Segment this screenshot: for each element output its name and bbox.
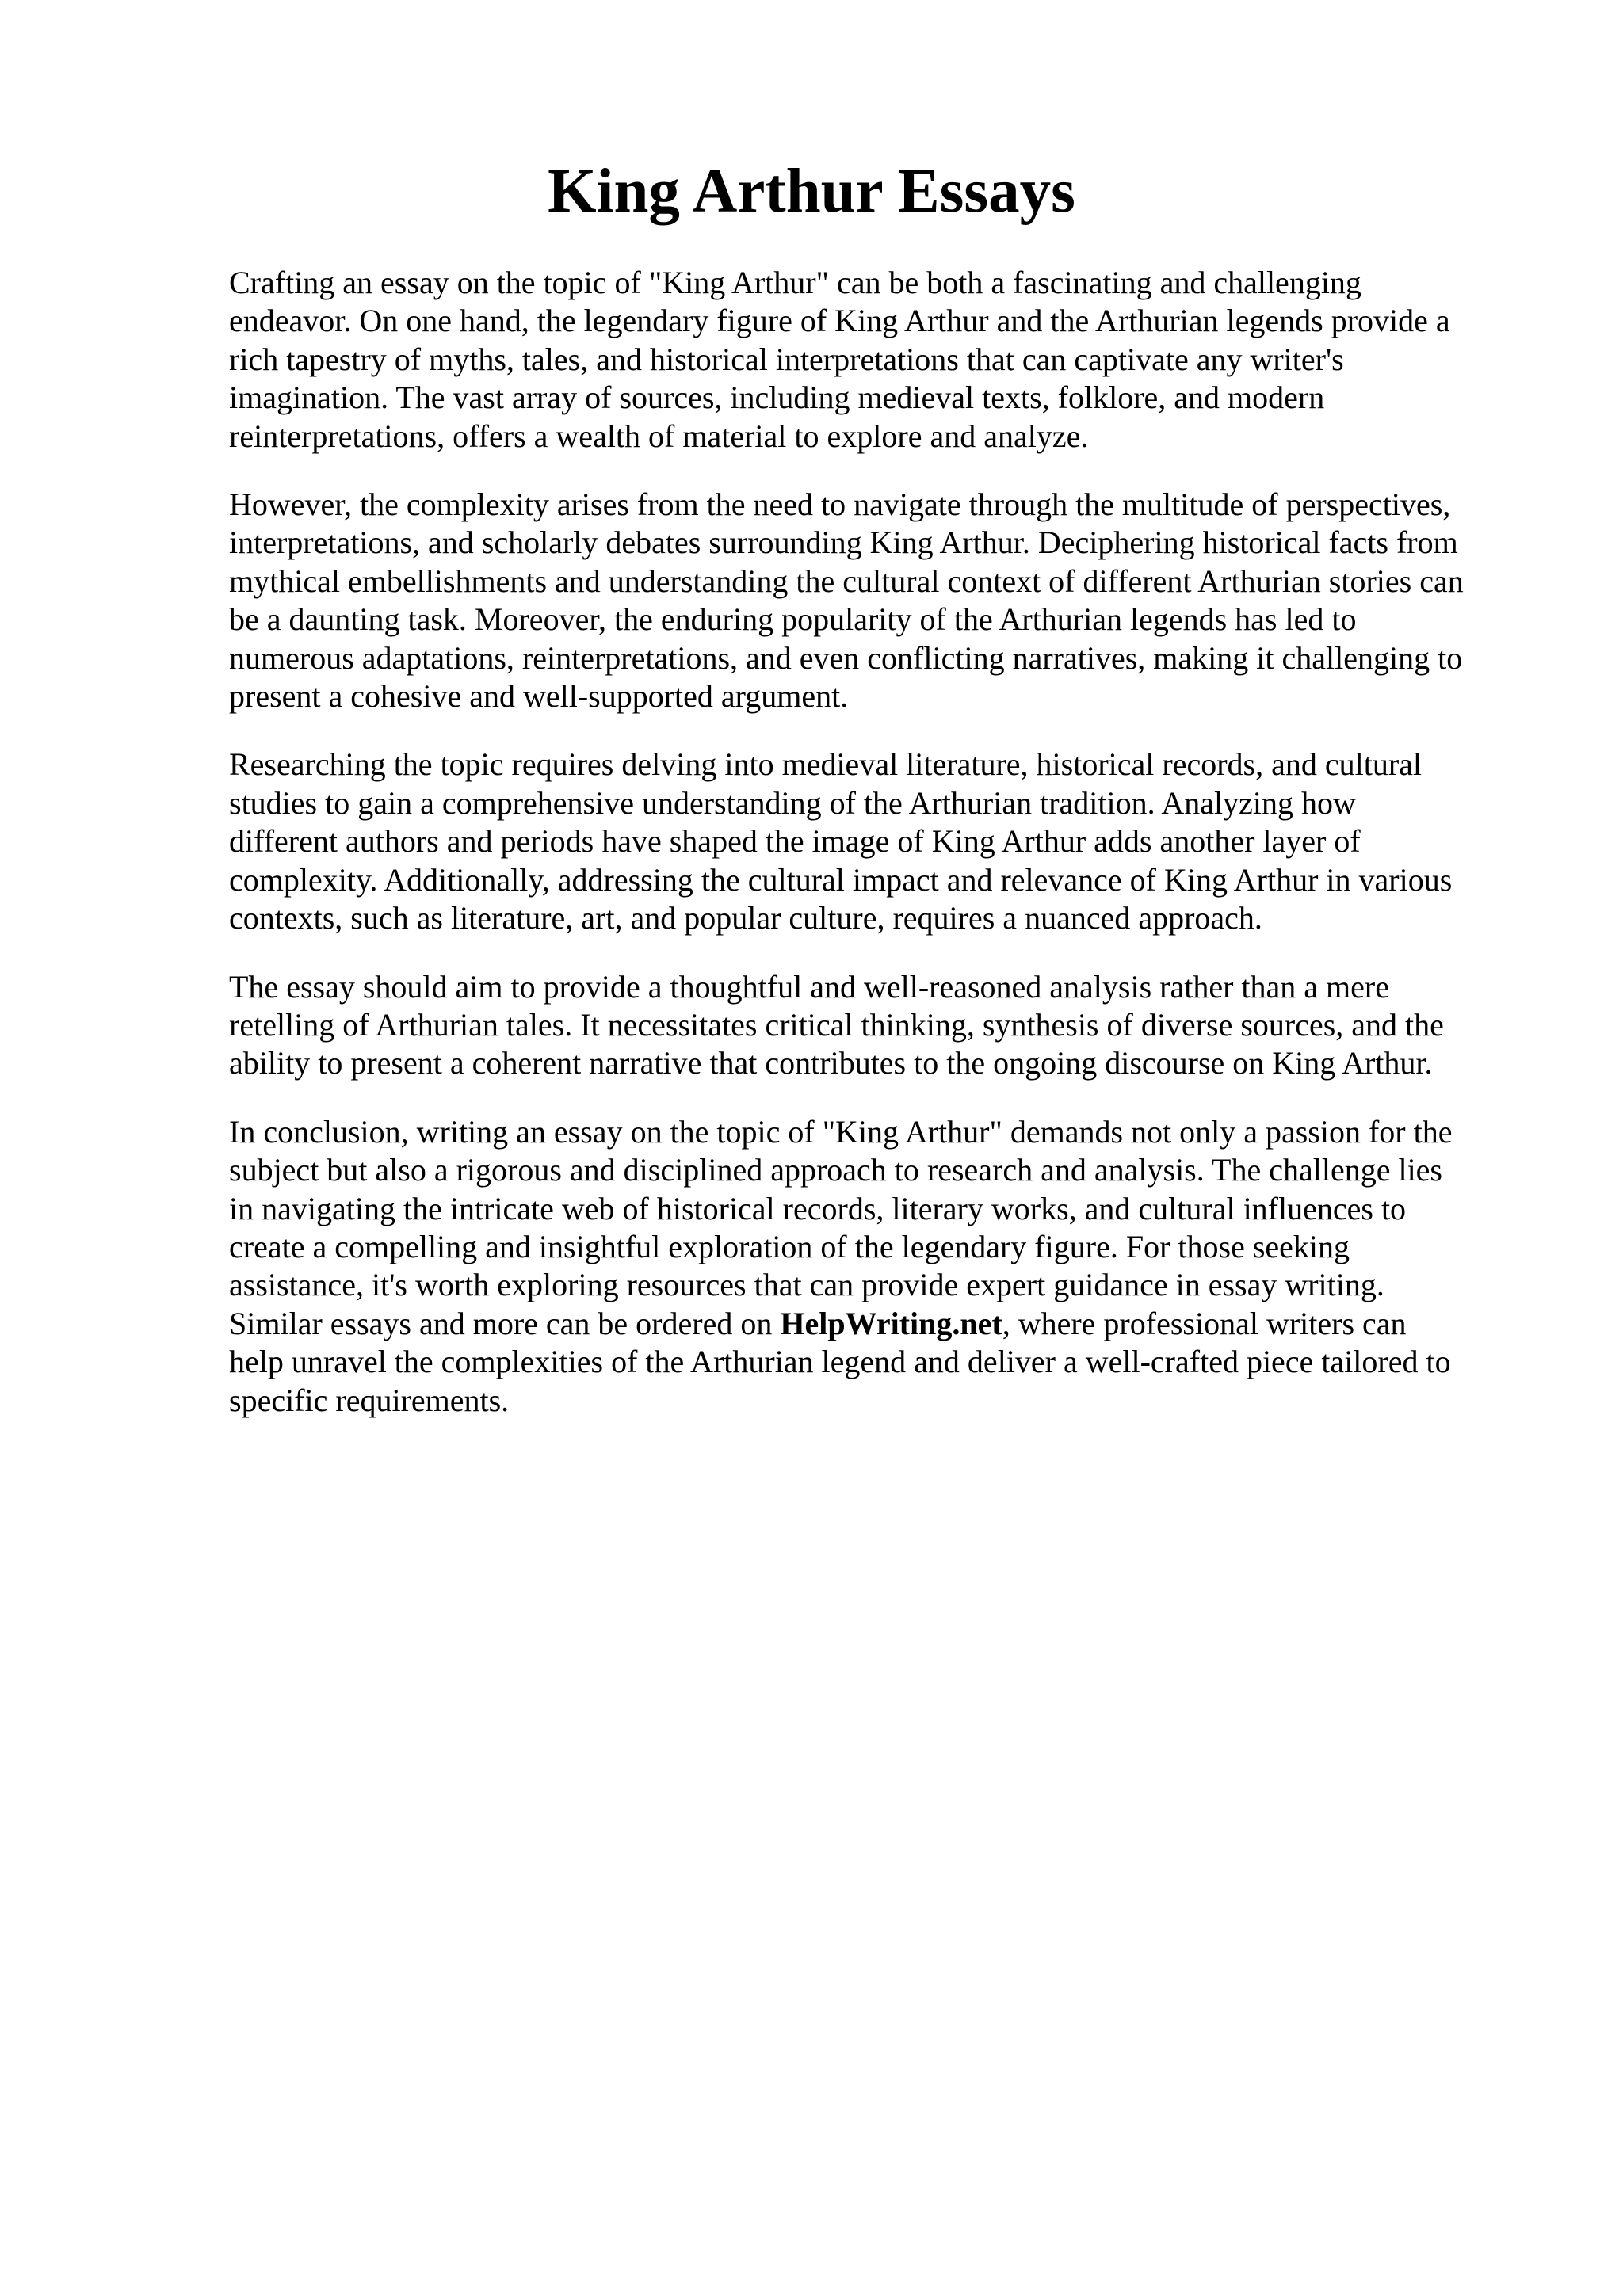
text-line: imagination. The vast array of sources, including medieval texts, folklore, and modern	[229, 379, 1325, 416]
paragraph-aim	[229, 968, 1560, 1083]
text-line: In conclusion, writing an essay on the topic of "King Arthur" demands not only a passion for the	[229, 1113, 1453, 1150]
text-line: numerous adaptations, reinterpretations, and even conflicting narratives, making it challenging to	[229, 639, 1463, 676]
text-line: studies to gain a comprehensive understanding of the Arthurian tradition. Analyzing how	[229, 784, 1356, 821]
text-line: reinterpretations, offers a wealth of material to explore and analyze.	[229, 418, 1089, 454]
link-line-prefix: Similar essays and more can be ordered on	[229, 1305, 773, 1341]
link-line-suffix: , where professional writers can	[1002, 1305, 1407, 1341]
text-line: Researching the topic requires delving into medieval literature, historical records, and cultural	[229, 746, 1423, 783]
text-line: However, the complexity arises from the need to navigate through the multitude of perspectives,	[229, 486, 1451, 523]
text-line: ability to present a coherent narrative that contributes to the ongoing discourse on King Arthur.	[229, 1045, 1433, 1081]
text-line: rich tapestry of myths, tales, and historical interpretations that can captivate any writer's	[229, 341, 1344, 377]
paragraph-intro	[229, 264, 1560, 456]
text-line: specific requirements.	[229, 1382, 510, 1418]
text-line: complexity. Additionally, addressing the cultural impact and relevance of King Arthur in various	[229, 861, 1453, 898]
text-line: interpretations, and scholarly debates surrounding King Arthur. Deciphering historical facts from	[229, 524, 1458, 561]
text-line: present a cohesive and well-supported argument.	[229, 678, 849, 715]
document-title: King Arthur Essays	[548, 157, 1075, 226]
text-line: contexts, such as literature, art, and popular culture, requires a nuanced approach.	[229, 900, 1262, 936]
text-line: different authors and periods have shaped the image of King Arthur adds another layer of	[229, 823, 1361, 860]
text-line: in navigating the intricate web of historical records, literary works, and cultural influences to	[229, 1190, 1407, 1226]
paragraph-conclusion	[229, 1113, 1560, 1420]
link-line	[229, 1305, 1560, 1343]
text-line: Crafting an essay on the topic of "King Arthur" can be both a fascinating and challenging	[229, 265, 1361, 300]
text-line: assistance, it's worth exploring resources that can provide expert guidance in essay writing.	[229, 1267, 1384, 1303]
text-line: retelling of Arthurian tales. It necessitates critical thinking, synthesis of diverse sources, and the	[229, 1006, 1444, 1043]
text-line: subject but also a rigorous and disciplined approach to research and analysis. The challenge lies	[229, 1152, 1442, 1188]
paragraph-research	[229, 746, 1560, 937]
helpwriting-link[interactable]: HelpWriting.net	[780, 1305, 1002, 1341]
paragraph-complexity	[229, 486, 1560, 715]
text-line: endeavor. On one hand, the legendary figure of King Arthur and the Arthurian legends provide a	[229, 303, 1450, 339]
text-line: The essay should aim to provide a thoughtful and well-reasoned analysis rather than a mere	[229, 968, 1389, 1005]
text-line: create a compelling and insightful exploration of the legendary figure. For those seeking	[229, 1228, 1350, 1264]
text-line: be a daunting task. Moreover, the enduring popularity of the Arthurian legends has led to	[229, 601, 1357, 638]
document-body	[229, 264, 1560, 1450]
text-line: mythical embellishments and understanding the cultural context of different Arthurian stories can	[229, 563, 1464, 599]
text-line: help unravel the complexities of the Arthurian legend and deliver a well-crafted piece tailored to	[229, 1344, 1451, 1380]
